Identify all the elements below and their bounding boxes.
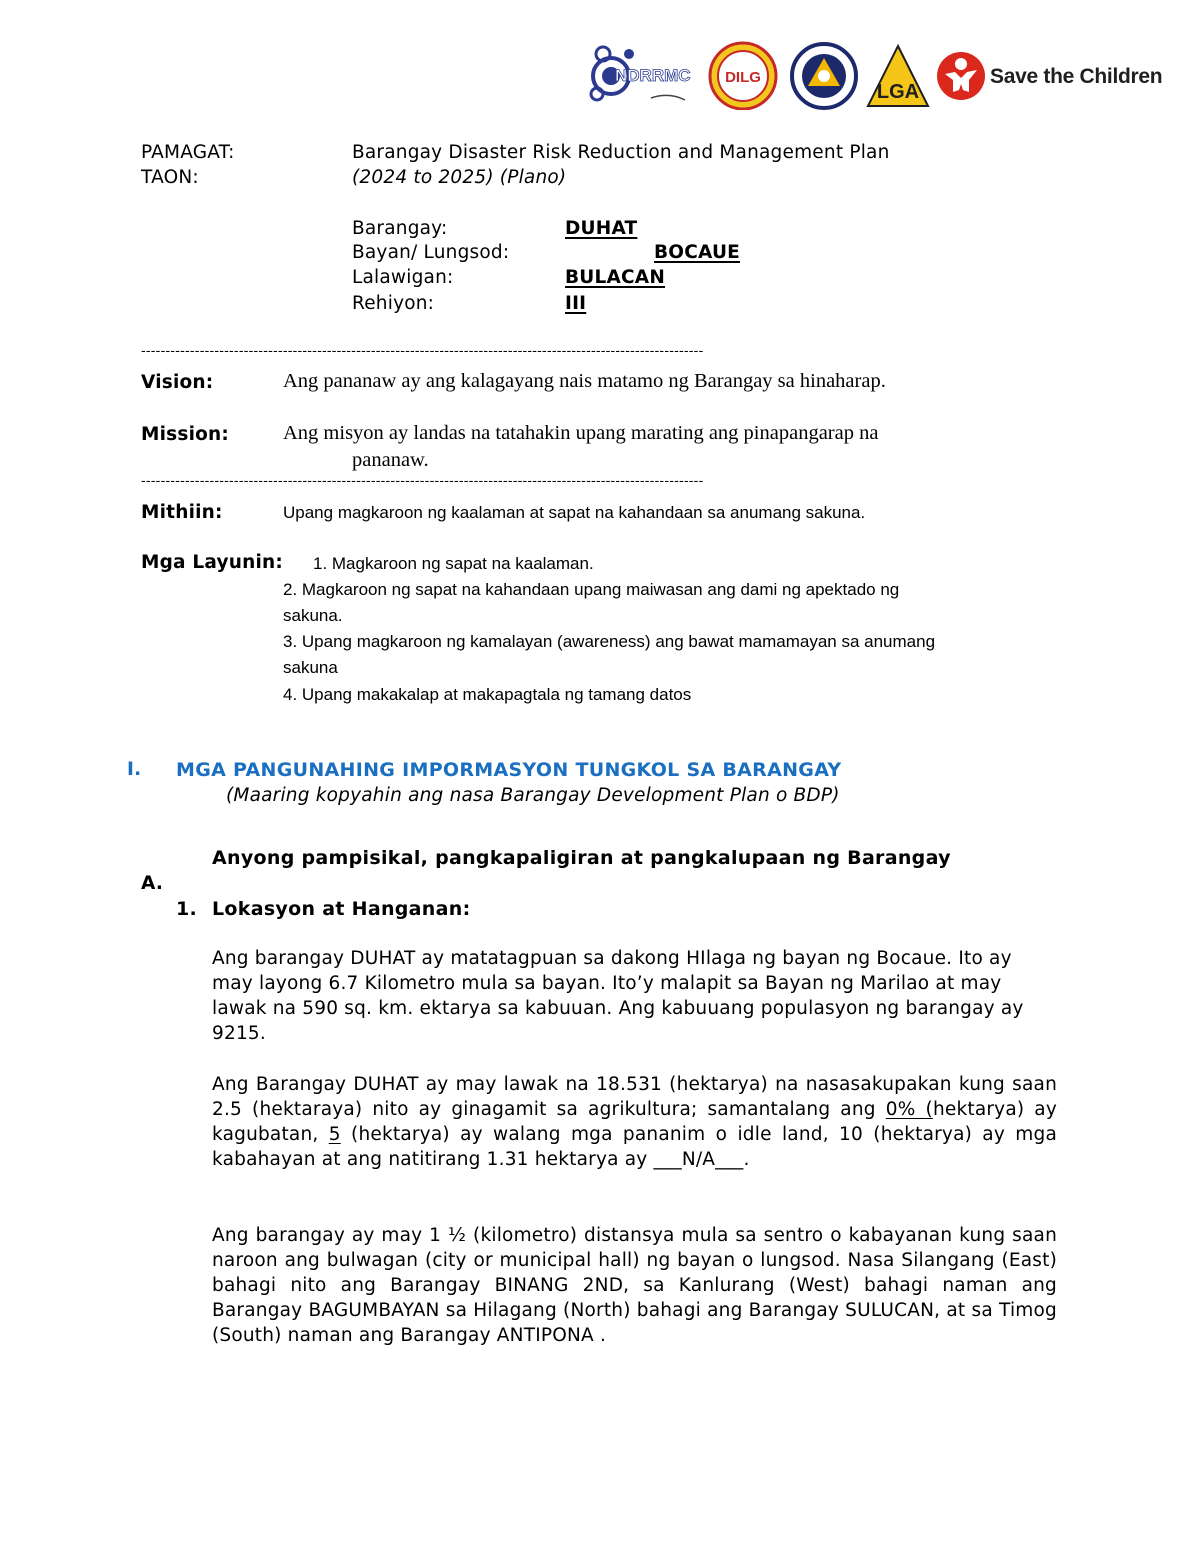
- rehiyon-label: Rehiyon:: [352, 293, 435, 314]
- section-a-title: Anyong pampisikal, pangkapaligiran at pangkalupaan ng Barangay: [212, 847, 951, 869]
- pamagat-value: Barangay Disaster Risk Reduction and Management Plan: [352, 142, 890, 163]
- paragraph-land-area: [212, 1072, 1057, 1172]
- land-area-text-a: Ang Barangay DUHAT ay may lawak na 18.531 (hektarya) na nasasakupakan kung saan 2.5 (hektaraya) nito ay ginagamit sa agrikultura; samantalang ang: [212, 1074, 1057, 1120]
- save-the-children-logo: [937, 52, 1162, 100]
- section-subtitle: (Maaring kopyahin ang nasa Barangay Development Plan o BDP): [226, 785, 840, 806]
- layunin-item-3-line1: 3. Upang magkaroon ng kamalayan (awareness) ang bawat mamamayan sa anumang: [283, 632, 936, 651]
- partner-logos: [585, 40, 1175, 110]
- remaining-use-blank: ___N/A___: [653, 1149, 744, 1170]
- lalawigan-label: Lalawigan:: [352, 267, 454, 288]
- mithiin-text: Upang magkaroon ng kaalaman at sapat na kahandaan sa anumang sakuna.: [283, 503, 866, 522]
- dashed-divider-2: -------------------------------------------------------------------------------------------------------------------: [141, 474, 704, 489]
- barangay-label: Barangay:: [352, 218, 448, 239]
- land-area-text-d: .: [743, 1149, 750, 1170]
- layunin-item-3-line2: sakuna: [283, 658, 338, 677]
- vision-text: Ang pananaw ay ang kalagayang nais matamo ng Barangay sa hinaharap.: [283, 370, 886, 392]
- mission-text-line1: Ang misyon ay landas na tatahakin upang marating ang pinapangarap na: [283, 422, 879, 444]
- section-a-letter: A.: [141, 873, 164, 894]
- mission-label: Mission:: [141, 424, 229, 445]
- pamagat-label: PAMAGAT:: [141, 142, 235, 163]
- ocd-seal: [792, 44, 856, 108]
- paragraph-location: [212, 946, 1057, 1046]
- paragraph-land-area-text: [212, 1072, 1057, 1172]
- layunin-label: Mga Layunin:: [141, 552, 283, 573]
- lga-logo: [868, 46, 928, 106]
- subsection-title: Lokasyon at Hanganan:: [212, 898, 471, 920]
- layunin-item-2-line2: sakuna.: [283, 606, 343, 625]
- taon-label: TAON:: [141, 167, 199, 188]
- vision-label: Vision:: [141, 372, 214, 393]
- layunin-item-4: 4. Upang makakalap at makapagtala ng tamang datos: [283, 685, 692, 704]
- land-area-text-c: (hektarya) ay walang mga pananim o idle land, 10 (hektarya) ay mga kabahayan at ang natitirang 1.31 hektarya ay: [212, 1124, 1057, 1170]
- rehiyon-value: III: [565, 293, 587, 314]
- paragraph-location-text: Ang barangay DUHAT ay matatagpuan sa dakong HIlaga ng bayan ng Bocaue. Ito ay may layong 6.7 Kilometro mula sa bayan. Ito’y malapit sa Bayan ng Marilao at may lawak na 590 sq. km. ektarya sa kabuuan. Ang kabuuang populasyon ng barangay ay 9215.: [212, 948, 1024, 1044]
- land-area-text-b: hektarya) ay kagubatan,: [212, 1099, 1057, 1145]
- ndrrmc-logo-text: NDRRMC: [615, 66, 691, 85]
- dashed-divider: -------------------------------------------------------------------------------------------------------------------: [141, 344, 704, 359]
- paragraph-boundaries-text: Ang barangay ay may 1 ½ (kilometro) distansya mula sa sentro o kabayanan kung saan naroon ang bulwagan (city or municipal hall) ng bayan o lungsod. Nasa Silangang (East) bahagi nito ang Barangay BINANG 2ND, sa Kanlurang (West) bahagi naman ang Barangay BAGUMBAYAN sa Hilagang (North) bahagi ang Barangay SULUCAN, at sa Timog (South) naman ang Barangay ANTIPONA .: [212, 1225, 1057, 1346]
- subsection-number: 1.: [176, 898, 198, 920]
- barangay-value: DUHAT: [565, 218, 638, 239]
- lga-logo-text: LGA: [876, 81, 920, 103]
- idle-land-value: 5: [328, 1124, 341, 1145]
- ndrrmc-logo: [591, 47, 691, 100]
- layunin-item-2-line1: 2. Magkaroon ng sapat na kahandaan upang maiwasan ang dami ng apektado ng: [283, 580, 900, 599]
- section-title: MGA PANGUNAHING IMPORMASYON TUNGKOL SA BARANGAY: [176, 759, 842, 781]
- mithiin-label: Mithiin:: [141, 502, 223, 523]
- dilg-seal-text: DILG: [725, 69, 761, 86]
- dilg-seal: [710, 43, 776, 109]
- logo-strip: [585, 40, 1175, 110]
- layunin-item-1: 1. Magkaroon ng sapat na kaalaman.: [313, 554, 594, 573]
- section-numeral: I.: [127, 759, 142, 780]
- mission-text-line2: pananaw.: [352, 449, 429, 471]
- save-the-children-text: Save the Children: [990, 65, 1163, 88]
- bayan-label: Bayan/ Lungsod:: [352, 242, 510, 263]
- paragraph-boundaries: [212, 1223, 1057, 1348]
- lalawigan-value: BULACAN: [565, 267, 666, 288]
- taon-value: (2024 to 2025) (Plano): [352, 167, 567, 188]
- forest-percent: 0% (: [885, 1099, 933, 1120]
- bayan-value: BOCAUE: [654, 242, 741, 263]
